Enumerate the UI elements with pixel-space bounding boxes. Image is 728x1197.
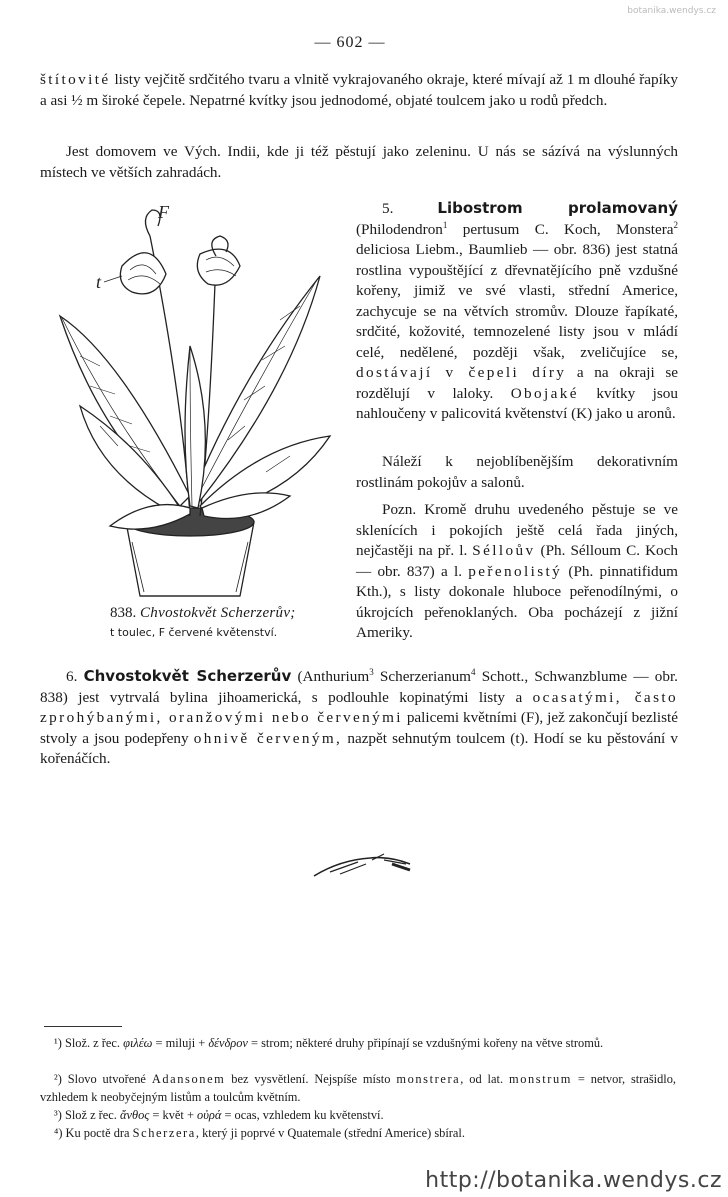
species-6-name: Chvostokvět Scherzerův <box>83 667 292 685</box>
footnote-rule <box>44 1026 122 1027</box>
species-6-paragraph: 6. Chvostokvět Scherzerův (Anthurium$^3$ Scherzerianum$^4$ Schott., Schwanzblume — obr. 838) jest vytrvalá bylina jihoamerická, s podlouhle kopinatými listy a ocasatými, často zprohýbanými, oranžovými nebo červenými palicemi květními (F), jež zakončují bezlisté stvoly a jsou podepřeny ohnivě červeným, nazpět sehnutým toulcem (t). Hodí se ku pěstování v kořenáčích. <box>40 666 678 767</box>
species-5-paragraph: 5. Libostrom prolamovaný (Philodendron$^1$ pertusum C. Koch, Monstera$^2$ deliciosa Liebm., Baumlieb — obr. 836) jest statná rostlina vypouštějící z dřevnatějícího pně vzdušné kořeny, jimiž ve své vlasti, střední Americe, zachycuje se na větvích stromův. Dlouze řapíkaté, srdčité, kožovité, temnozelené listy jsou v mládí celé, nedělené, později však, zveličujíce se, dostávají v čepeli díry a na okraji se rozdělují v laloky. Obojaké kvítky jsou nahloučeny v palicovitá květenství (K) jako u aronů. <box>356 199 679 422</box>
footnote-4: ⁴) Ku poctě dra Scherzera, který ji poprvé v Quatemale (střední Americe) sbíral. <box>54 1126 465 1140</box>
figure-caption-sub: t toulec, F červené květenství. <box>110 626 278 639</box>
note-paragraph: Pozn. Kromě druhu uvedeného pěstuje se ve sklenících i pokojích ještě celá řada jiných, nejčastěji na př. l. Sélloův (Ph. Sélloum C. Koch — obr. 837) a l. peřenolistý (Ph. pinnatifidum Kth.), s listy dokonale hluboce peřenodílnými, o úkrojcích peřenoklaných. Oba pocházejí z jižní Ameriky. <box>356 501 678 641</box>
figure-caption: 838. Chvostokvět Scherzerův; <box>110 605 296 621</box>
footnote-1: ¹) Slož. z řec. φιλέω = miluji + δένδρον = strom; některé druhy připínají se vzdušnými kořeny na větve stromů. <box>54 1036 604 1050</box>
footnote-2: ²) Slovo utvořené Adansonem bez vysvětlení. Nejspíše místo monstrera, od lat. monstrum = netvor, strašidlo, vzhledem k neobyčejným listům a toulcům květním. <box>40 1072 677 1104</box>
corner-mark: botanika.wendys.cz <box>627 6 716 16</box>
figure-label-t: t <box>96 272 102 292</box>
footnote-3: ³) Slož z řec. ἄνθος = květ + οὐρά = ocas, vzhledem ku květenství. <box>54 1108 384 1122</box>
decorative-ornament <box>310 850 420 880</box>
page-number: — 602 — <box>314 34 386 51</box>
source-url-link[interactable]: http://botanika.wendys.cz <box>425 1168 722 1193</box>
home-paragraph: Jest domovem ve Vých. Indii, kde ji též pěstují jako zeleninu. U nás se sázívá na výslunných místech ve větších zahradách. <box>40 143 678 181</box>
decor-paragraph: Náleží k nejoblíbenějším dekorativním rostlinám pokojův a salonů. <box>356 453 678 491</box>
figure-label-F: F <box>158 202 169 222</box>
species-5-name: Libostrom prolamovaný <box>437 199 679 217</box>
intro-paragraph: štítovité listy vejčitě srdčitého tvaru a vlnitě vykrajovaného okraje, které mívají až 1 m dlouhé řapíky a asi ½ m široké čepele. Nepatrné kvítky jsou jednodomé, objaté toulcem jako u rodů předch. <box>40 71 678 109</box>
anthurium-illustration <box>40 196 340 598</box>
